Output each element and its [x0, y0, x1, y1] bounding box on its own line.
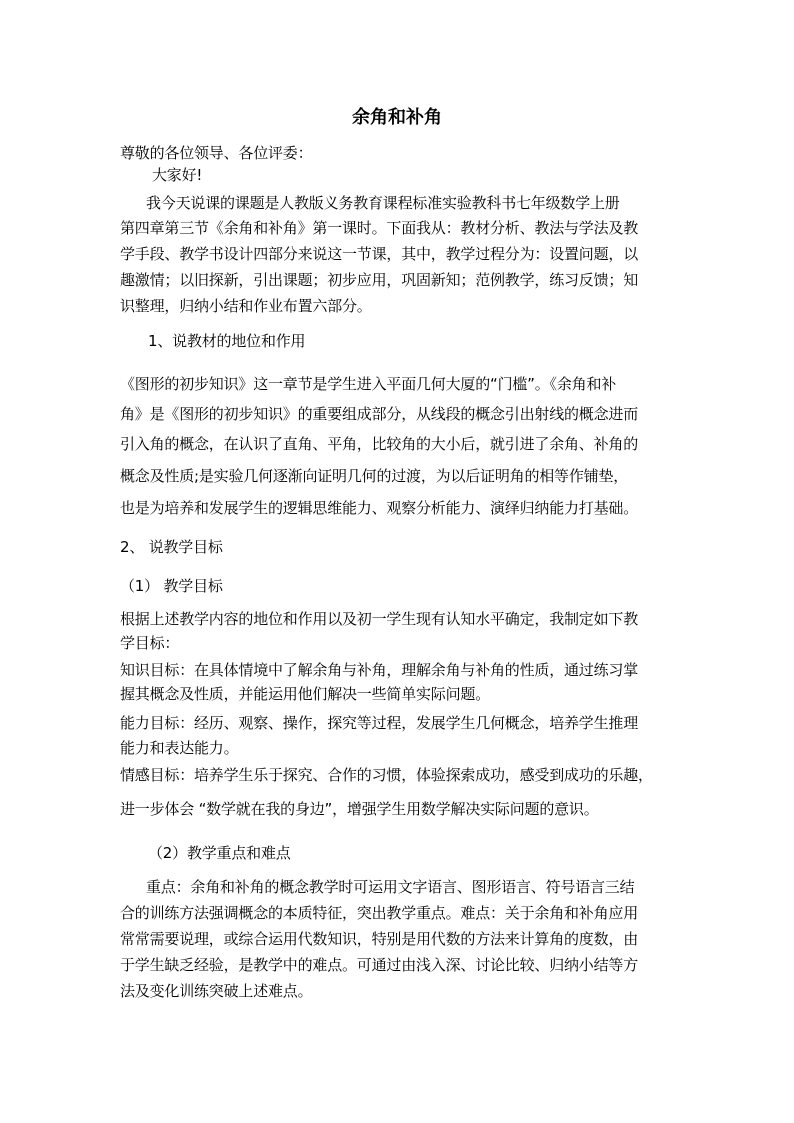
paragraph-line: 学目标：: [120, 634, 180, 652]
paragraph-line: 合的训练方法强调概念的本质特征，突出教学重点。难点：关于余角和补角应用: [120, 904, 639, 922]
section-heading-1: 1、说教材的地位和作用: [148, 332, 306, 350]
paragraph-line: 第四章第三节《余角和补角》第一课时。下面我从：教材分析、教法与学法及教: [120, 219, 639, 237]
paragraph-line: 法及变化训练突破上述难点。: [120, 982, 313, 1000]
paragraph-line: 概念及性质;是实验几何逐渐向证明几何的过渡，为以后证明角的相等作铺垫，: [120, 467, 629, 485]
paragraph-line: 重点：余角和补角的概念教学时可运用文字语言、图形语言、符号语言三结: [146, 878, 635, 896]
subsection-heading-2: （2）教学重点和难点: [148, 844, 291, 862]
paragraph-line: 学手段、教学书设计四部分来说这一节课，其中，教学过程分为：设置问题，以: [120, 245, 639, 263]
paragraph-line: 能力目标：经历、观察、操作，探究等过程，发展学生几何概念，培养学生推理: [120, 714, 639, 732]
paragraph-line: 情感目标：培养学生乐于探究、合作的习惯，体验探索成功，感受到成功的乐趣，: [120, 766, 653, 784]
paragraph-line: 根据上述教学内容的地位和作用以及初一学生现有认知水平确定，我制定如下教: [120, 610, 639, 628]
paragraph-line: 于学生缺乏经验，是教学中的难点。可通过由浅入深、讨论比较、归纳小结等方: [120, 956, 639, 974]
document-title: 余角和补角: [352, 107, 442, 128]
salutation-line: 尊敬的各位领导、各位评委：: [120, 144, 313, 162]
paragraph-line: 角》是《图形的初步知识》的重要组成部分，从线段的概念引出射线的概念进而: [120, 405, 639, 423]
paragraph-line: 进一步体会 “数学就在我的身边”，增强学生用数学解决实际问题的意识。: [120, 800, 599, 818]
paragraph-line: 《图形的初步知识》这一章节是学生进入平面几何大厦的“门槛”。《余角和补: [120, 375, 617, 393]
greeting-line: 大家好!: [152, 166, 203, 184]
section-heading-2: 2、 说教学目标: [120, 538, 223, 556]
subsection-heading-1: （1） 教学目标: [120, 577, 223, 595]
paragraph-line: 也是为培养和发展学生的逻辑思维能力、观察分析能力、演绎归纳能力打基础。: [120, 499, 639, 517]
paragraph-line: 常常需要说理，或综合运用代数知识，特别是用代数的方法来计算角的度数，由: [120, 930, 639, 948]
paragraph-line: 引入角的概念，在认识了直角、平角，比较角的大小后，就引进了余角、补角的: [120, 435, 639, 453]
paragraph-line: 趣激情；以旧探新，引出课题；初步应用，巩固新知；范例教学，练习反馈；知: [120, 271, 639, 289]
paragraph-line: 握其概念及性质，并能运用他们解决一些简单实际问题。: [120, 685, 491, 703]
paragraph-line: 能力和表达能力。: [120, 739, 239, 757]
paragraph-line: 知识目标：在具体情境中了解余角与补角，理解余角与补角的性质，通过练习掌: [120, 661, 639, 679]
paragraph-line: 我今天说课的课题是人教版义务教育课程标准实验教科书七年级数学上册: [146, 194, 620, 212]
paragraph-line: 识整理，归纳小结和作业布置六部分。: [120, 297, 372, 315]
